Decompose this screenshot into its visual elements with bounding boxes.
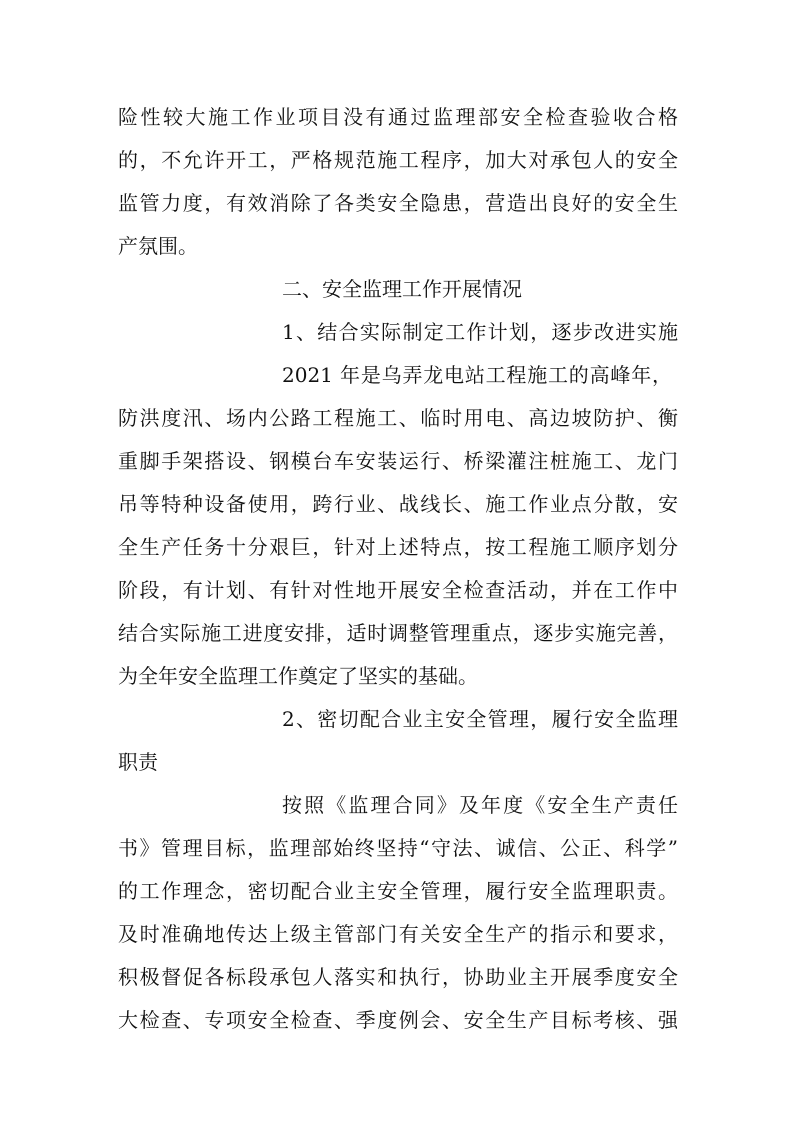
paragraph-line: 2021 年是乌弄龙电站工程施工的高峰年，: [282, 363, 672, 387]
paragraph-line: 险性较大施工作业项目没有通过监理部安全检查验收合格: [118, 105, 678, 129]
subsection-heading: 2、密切配合业主安全管理，履行安全监理: [282, 707, 678, 731]
paragraph-line: 按照《监理合同》及年度《安全生产责任: [282, 793, 678, 817]
subsection-heading: 1、结合实际制定工作计划，逐步改进实施: [282, 320, 678, 344]
section-heading: 二、安全监理工作开展情况: [282, 277, 522, 301]
paragraph-line: 结合实际施工进度安排，适时调整管理重点，逐步实施完善，: [118, 621, 678, 645]
paragraph-line: 监管力度，有效消除了各类安全隐患，营造出良好的安全生: [118, 191, 678, 215]
paragraph-line: 及时准确地传达上级主管部门有关安全生产的指示和要求，: [118, 922, 678, 946]
paragraph-line: 阶段，有计划、有针对性地开展安全检查活动，并在工作中: [118, 578, 678, 602]
paragraph-line: 的工作理念，密切配合业主安全管理，履行安全监理职责。: [118, 879, 678, 903]
subsection-heading-continued: 职责: [118, 750, 158, 774]
paragraph-line: 重脚手架搭设、钢模台车安装运行、桥梁灌注桩施工、龙门: [118, 449, 678, 473]
paragraph-line: 全生产任务十分艰巨，针对上述特点，按工程施工顺序划分: [118, 535, 678, 559]
paragraph-line: 书》管理目标，监理部始终坚持“守法、诚信、公正、科学”: [118, 836, 678, 860]
paragraph-line: 大检查、专项安全检查、季度例会、安全生产目标考核、强: [118, 1008, 678, 1032]
paragraph-line: 的，不允许开工，严格规范施工程序，加大对承包人的安全: [118, 148, 678, 172]
paragraph-line: 为全年安全监理工作奠定了坚实的基础。: [118, 664, 478, 688]
paragraph-line: 产氛围。: [118, 234, 198, 258]
paragraph-line: 吊等特种设备使用，跨行业、战线长、施工作业点分散，安: [118, 492, 678, 516]
paragraph-line: 防洪度汛、场内公路工程施工、临时用电、高边坡防护、衡: [118, 406, 678, 430]
paragraph-line: 积极督促各标段承包人落实和执行，协助业主开展季度安全: [118, 965, 678, 989]
